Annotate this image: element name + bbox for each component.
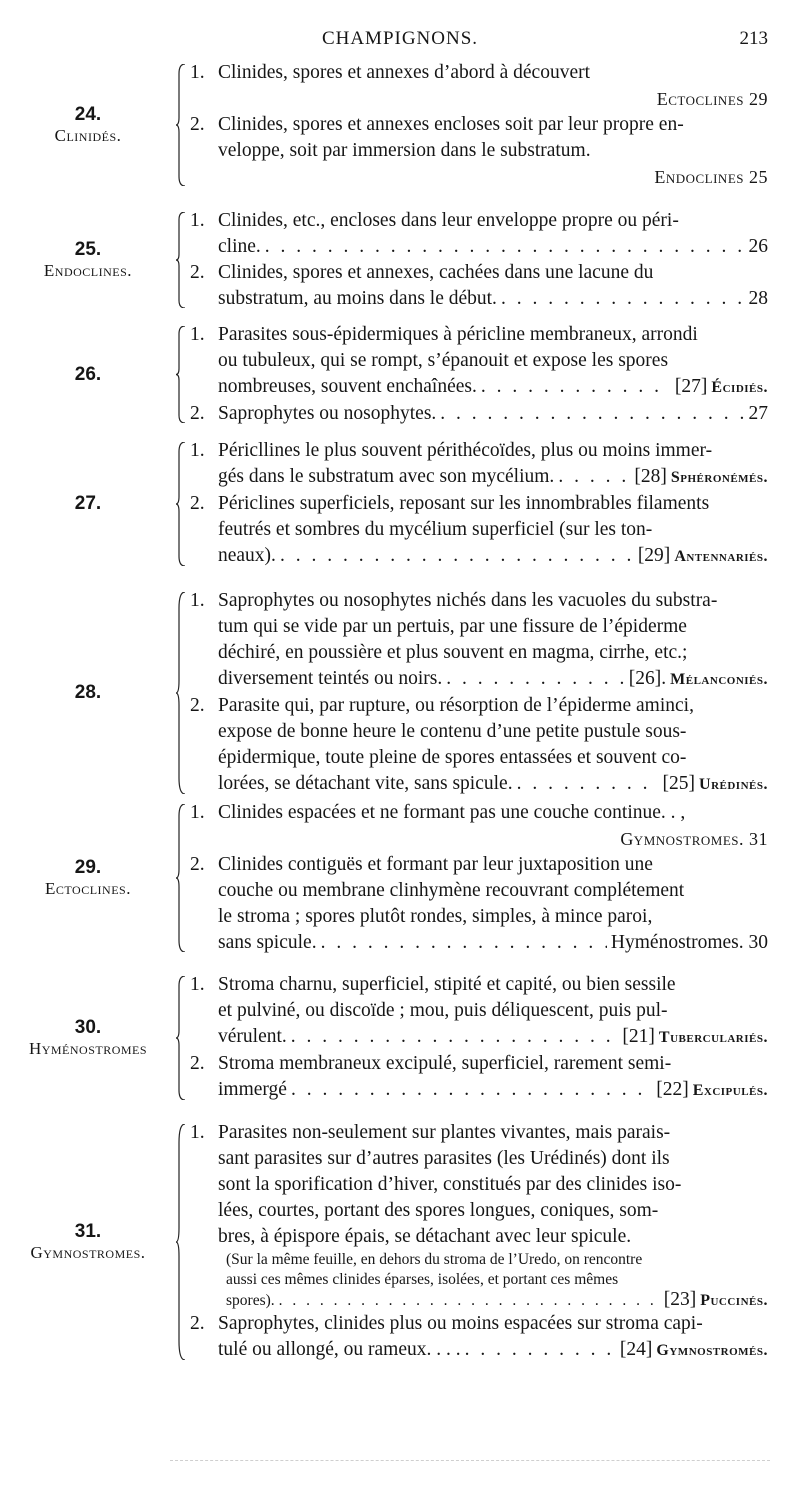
leader-dots xyxy=(481,374,671,400)
taxon-name: Excipulés. xyxy=(692,1082,768,1099)
lead xyxy=(0,693,800,798)
reference-number: [26]. xyxy=(628,668,667,689)
lead-text: cline. xyxy=(218,236,261,257)
note-text: spores). xyxy=(226,1292,275,1309)
lead-text-line: Clinides, spores et annexes d’abord à découvert xyxy=(218,62,591,83)
lead-text: gés dans le substratum avec son mycélium. xyxy=(218,466,555,487)
lead xyxy=(0,322,800,401)
lead-text: diversement teintés ou noirs. xyxy=(218,668,443,689)
reference-number: [21] xyxy=(622,1026,655,1047)
lead-text-line: Clinides espacées et ne formant pas une couche continue. . , xyxy=(218,802,686,823)
lead xyxy=(0,1311,800,1364)
lead-number: 1. xyxy=(190,324,205,345)
note-line: (Sur la même feuille, en dehors du stroma de l’Uredo, on rencontre xyxy=(226,1251,643,1268)
lead-text-line: Stroma membraneux excipulé, superficiel, rarement semi- xyxy=(218,1053,672,1074)
couplet-name: Hyménostromes xyxy=(28,1039,148,1058)
lead-reference xyxy=(629,666,768,693)
reference-number: [28] xyxy=(634,466,667,487)
taxon-name: Tuberculariés. xyxy=(658,1029,768,1046)
lead-text-line: expose de bonne heure le contenu d’une petite pustule sous- xyxy=(218,721,687,742)
couplet-name: Endoclines. xyxy=(43,261,133,280)
reference-number: 27 xyxy=(748,403,768,424)
lead xyxy=(0,1120,800,1311)
lead-text-line: Parasite qui, par rupture, ou résorption de l’épiderme aminci, xyxy=(218,695,694,716)
lead-text-line xyxy=(218,464,768,491)
lead-text-line: sont la sporification d’hiver, constitués par des clinides iso- xyxy=(218,1174,682,1195)
reference-number: [24] xyxy=(619,1339,653,1360)
reference-number: [25] xyxy=(662,773,696,794)
lead-text-line: Parasites sous-épidermiques à péricline membraneux, arrondi xyxy=(218,324,698,345)
taxon-name: Sphéronémés. xyxy=(670,469,768,486)
couplet xyxy=(0,800,800,956)
lead-text-line: Péricllines le plus souvent périthécoïdes, plus ou moins immer- xyxy=(218,440,713,461)
lead-reference xyxy=(675,374,768,401)
lead-text-line: le stroma ; spores plutôt rondes, simples, à mince paroi, xyxy=(218,906,653,927)
lead-text-line xyxy=(218,1077,768,1104)
reference-number: 28 xyxy=(748,288,768,309)
lead-number: 2. xyxy=(190,695,205,716)
lead-number: 1. xyxy=(190,1122,205,1143)
couplet xyxy=(0,208,800,312)
reference-number: 26 xyxy=(748,236,768,257)
couplet-number: 31. xyxy=(74,1221,102,1242)
note-line xyxy=(218,1290,768,1311)
taxon-name: Urédinés. xyxy=(699,776,768,793)
leader-dots xyxy=(321,930,607,956)
lead-reference xyxy=(638,543,768,570)
leader-dots xyxy=(291,1024,619,1050)
couplet-name: Clinidés. xyxy=(54,126,122,145)
lead-reference xyxy=(749,286,769,312)
lead-text-line: couche ou membrane clinhymène recouvrant complétement xyxy=(218,880,685,901)
taxon-name: Écidiés. xyxy=(711,379,768,396)
lead xyxy=(0,401,800,427)
couplet xyxy=(0,972,800,1104)
couplet xyxy=(0,438,800,570)
lead-text-line: Clinides contiguës et formant par leur juxtaposition une xyxy=(218,854,653,875)
footer-rule xyxy=(170,1460,770,1465)
lead-text-line: et pulviné, ou discoïde ; mou, puis déliquescent, puis pul- xyxy=(218,1000,668,1021)
lead-reference xyxy=(622,1024,768,1051)
lead-text-line: veloppe, soit par immersion dans le substratum. xyxy=(218,140,591,161)
lead-number: 1. xyxy=(190,590,205,611)
couplet-number: 29. xyxy=(74,857,102,878)
reference-number: [27] xyxy=(674,376,708,397)
lead-text-line: déchiré, en poussière et plus souvent en magma, cirrhe, etc.; xyxy=(218,642,688,663)
taxon-reference: Gymnostromes. 31 xyxy=(620,829,768,849)
leader-dots xyxy=(440,401,744,427)
lead-text-line: ou tubuleux, qui se rompt, s’épanouit et expose les spores xyxy=(218,350,669,371)
reference-number: [23] xyxy=(663,1289,697,1310)
leader-dots xyxy=(446,666,625,692)
lead-text-line: lées, courtes, portant des spores longues, coniques, som- xyxy=(218,1200,659,1221)
lead-number: 1. xyxy=(190,440,205,461)
lead xyxy=(0,852,800,956)
lead-text-line: Clinides, etc., encloses dans leur enveloppe propre ou péri- xyxy=(218,210,679,231)
couplet xyxy=(0,60,800,190)
lead-reference xyxy=(664,1290,768,1311)
reference-number: Hyménostromes. 30 xyxy=(610,932,768,953)
lead-text-line xyxy=(218,286,768,312)
leader-dots xyxy=(501,286,745,312)
couplet-number: 25. xyxy=(74,239,102,260)
lead-text-line: épidermique, toute pleine de spores entassées et souvent co- xyxy=(218,747,687,768)
lead-text-line xyxy=(218,1024,768,1051)
couplet-name: Ectoclines. xyxy=(45,879,131,898)
lead-text-line: Stroma charnu, superficiel, stipité et capité, ou bien sessile xyxy=(218,974,676,995)
page-header xyxy=(0,28,800,56)
lead-text-line xyxy=(218,666,768,693)
lead xyxy=(0,112,800,190)
taxon-name: Antennariés. xyxy=(674,548,768,565)
lead-reference xyxy=(656,1077,768,1104)
leader-dots xyxy=(465,1337,616,1363)
couplet-number: 26. xyxy=(74,363,102,385)
lead-number: 2. xyxy=(190,403,205,424)
lead xyxy=(0,208,800,260)
page-number: 213 xyxy=(739,28,768,49)
taxon-reference: Endoclines 25 xyxy=(654,167,768,187)
lead xyxy=(0,588,800,693)
running-title: CHAMPIGNONS. xyxy=(321,28,479,49)
lead-reference xyxy=(620,1337,768,1364)
lead-text-line: feutrés et sombres du mycélium superficiel (sur les ton- xyxy=(218,519,653,540)
lead-number: 1. xyxy=(190,974,205,995)
lead xyxy=(0,438,800,491)
lead xyxy=(0,60,800,112)
lead-number: 2. xyxy=(190,854,205,875)
couplet xyxy=(0,1120,800,1364)
lead-text-line xyxy=(218,234,768,260)
lead-text-line: bres, à épispore épais, se détachant avec leur spicule. xyxy=(218,1226,632,1247)
lead-text-line: Parasites non-seulement sur plantes vivantes, mais parais- xyxy=(218,1122,671,1143)
taxon-name: Mélanconiés. xyxy=(670,671,768,688)
lead-text-line: Clinides, spores et annexes, cachées dans une lacune du xyxy=(218,262,654,283)
couplet-name: Gymnostromes. xyxy=(30,1243,146,1262)
lead-text-line xyxy=(218,401,768,427)
lead-number: 1. xyxy=(190,210,205,231)
lead-reference xyxy=(749,234,769,260)
lead-text: Saprophytes ou nosophytes. xyxy=(218,403,437,424)
leader-dots xyxy=(291,1077,652,1103)
leader-dots xyxy=(279,1291,660,1311)
lead-number: 2. xyxy=(190,114,205,135)
lead-number: 2. xyxy=(190,262,205,283)
lead-number: 1. xyxy=(190,62,205,83)
lead-text: neaux). xyxy=(218,545,276,566)
lead-text: immergé xyxy=(218,1079,287,1100)
leader-dots xyxy=(280,543,634,569)
lead-reference xyxy=(634,464,768,491)
lead xyxy=(0,491,800,570)
lead-text-line: sant parasites sur d’autres parasites (les Urédinés) dont ils xyxy=(218,1148,670,1169)
lead-text-line xyxy=(218,374,768,401)
lead-text: vérulent. xyxy=(218,1026,287,1047)
lead-number: 2. xyxy=(190,1313,205,1334)
taxon-name: Puccinés. xyxy=(700,1292,768,1309)
lead-text: nombreuses, souvent enchaînées. xyxy=(218,376,477,397)
lead-reference xyxy=(611,930,768,956)
lead xyxy=(0,972,800,1051)
reference-number: [22] xyxy=(656,1079,689,1100)
lead-text: substratum, au moins dans le début. xyxy=(218,288,497,309)
lead-reference xyxy=(749,401,769,427)
leader-dots xyxy=(517,771,659,797)
lead-text: lorées, se détachant vite, sans spicule. xyxy=(218,773,513,794)
taxon-name: Gymnostromés. xyxy=(656,1342,768,1359)
leader-dots xyxy=(558,464,630,490)
lead-number: 1. xyxy=(190,802,205,823)
note-line: aussi ces mêmes clinides éparses, isolées, et portant ces mêmes xyxy=(226,1271,619,1288)
couplet-number: 30. xyxy=(74,1017,102,1038)
leader-dots xyxy=(265,234,745,260)
lead-number: 2. xyxy=(190,493,205,514)
lead xyxy=(0,1051,800,1104)
couplet-number: 24. xyxy=(74,104,102,125)
lead-reference xyxy=(663,771,768,798)
couplet-number: 28. xyxy=(74,682,102,703)
couplet-number: 27. xyxy=(74,493,102,514)
lead-text-line: Clinides, spores et annexes encloses soit par leur propre en- xyxy=(218,114,684,135)
couplet xyxy=(0,588,800,798)
lead xyxy=(0,260,800,312)
lead-text: tulé ou allongé, ou rameux. . . . xyxy=(218,1339,461,1360)
lead-text-line xyxy=(218,771,768,798)
lead-text-line: Saprophytes, clinides plus ou moins espacées sur stroma capi- xyxy=(218,1313,703,1334)
lead-text-line: Périclines superficiels, reposant sur les innombrables filaments xyxy=(218,493,710,514)
lead-text-line: tum qui se vide par un pertuis, par une fissure de l’épiderme xyxy=(218,616,687,637)
lead-text-line xyxy=(218,1337,768,1364)
taxon-reference: Ectoclines 29 xyxy=(656,89,768,109)
lead-text-line xyxy=(218,930,768,956)
lead-text: sans spicule. xyxy=(218,932,317,953)
reference-number: [29] xyxy=(637,545,671,566)
couplet xyxy=(0,322,800,427)
lead-text-line: Saprophytes ou nosophytes nichés dans les vacuoles du substra- xyxy=(218,590,718,611)
lead-number: 2. xyxy=(190,1053,205,1074)
lead-text-line xyxy=(218,543,768,570)
lead xyxy=(0,800,800,852)
